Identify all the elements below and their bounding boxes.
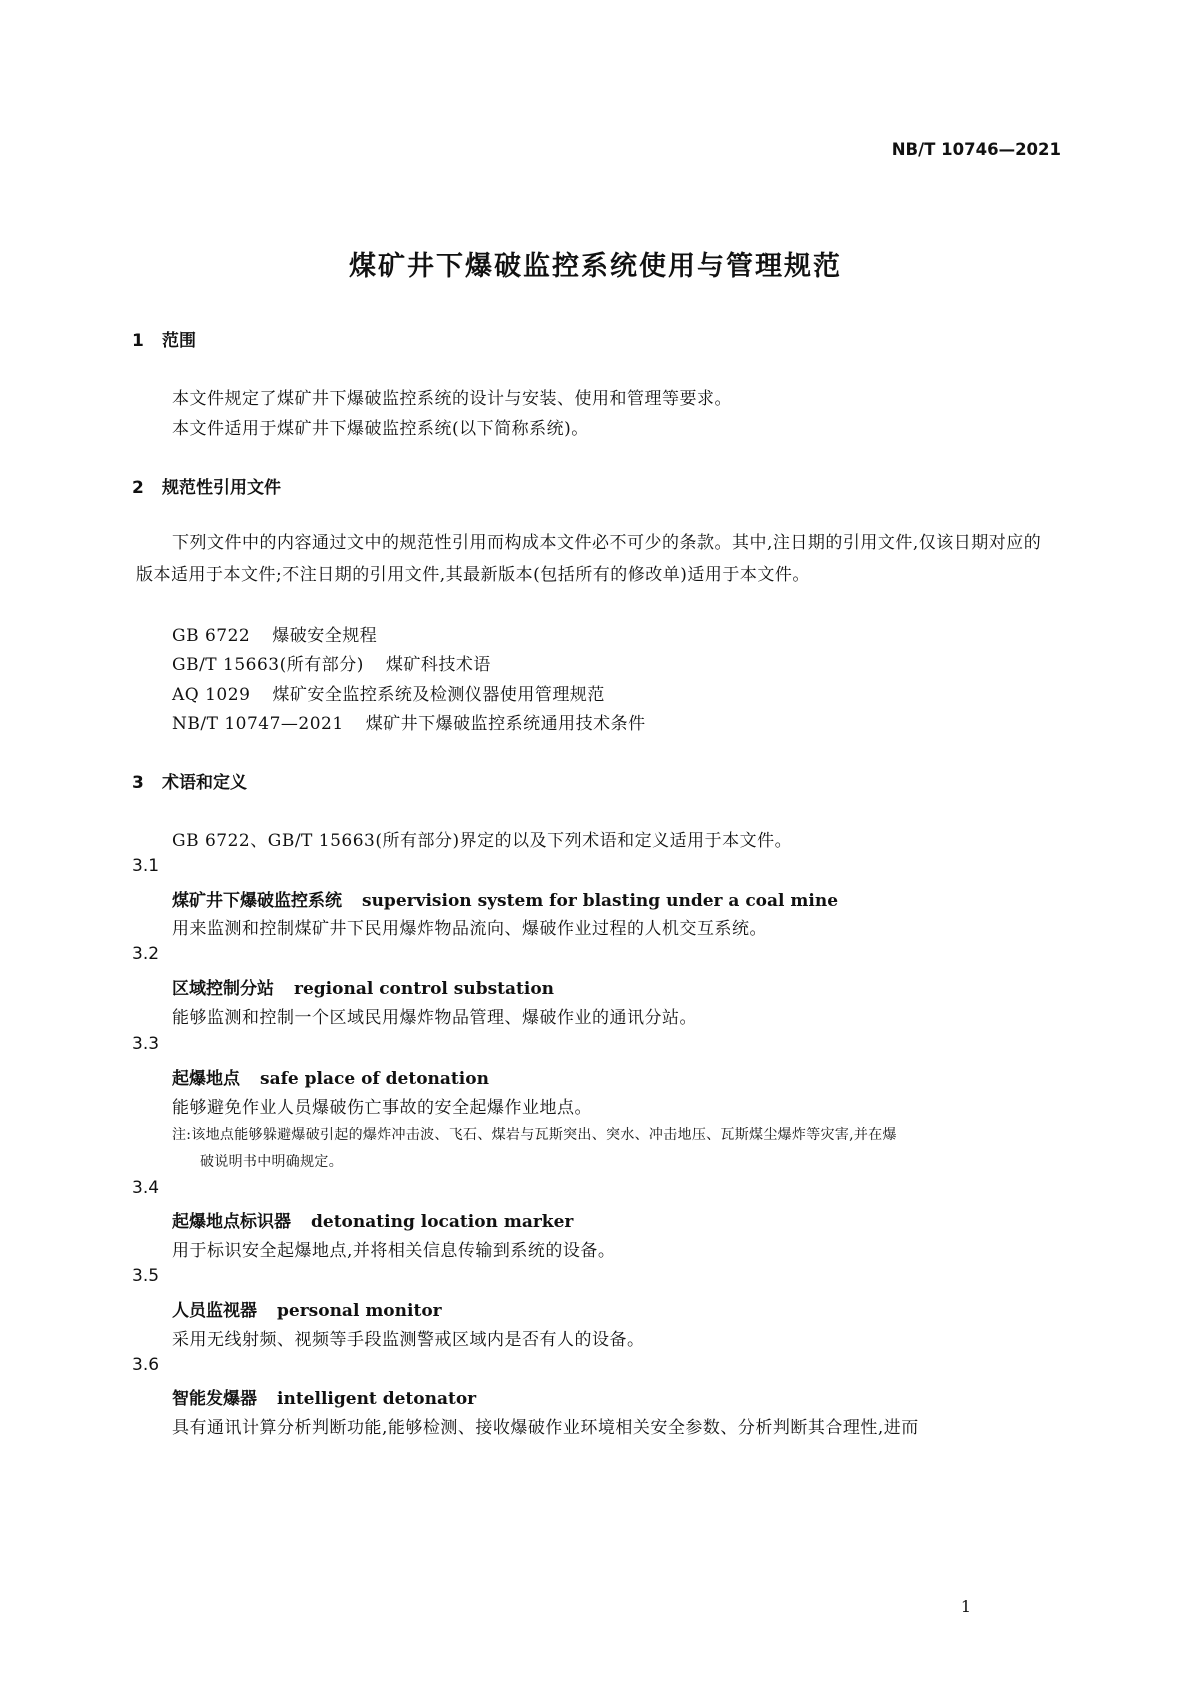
clause-number: 3.6 xyxy=(132,1355,160,1375)
paragraph: GB 6722、GB/T 15663(所有部分)界定的以及下列术语和定义适用于本文件。 xyxy=(172,831,793,851)
term-definition: 采用无线射频、视频等手段监测警戒区域内是否有人的设备。 xyxy=(172,1330,645,1350)
term-note: 注:该地点能够躲避爆破引起的爆炸冲击波、飞石、煤岩与瓦斯突出、突水、冲击地压、瓦斯煤尘爆炸等灾害,并在爆 xyxy=(172,1127,897,1143)
term-entry xyxy=(172,974,554,999)
term-en: detonating location marker xyxy=(311,1212,574,1232)
term-definition: 用于标识安全起爆地点,并将相关信息传输到系统的设备。 xyxy=(172,1241,616,1261)
document-code: NB/T 10746—2021 xyxy=(891,140,1061,159)
reference-item xyxy=(172,650,491,675)
reference-item xyxy=(172,680,605,705)
term-zh: 起爆地点 xyxy=(172,1069,240,1089)
section-number: 2 xyxy=(132,478,144,498)
reference-title: 爆破安全规程 xyxy=(272,626,378,646)
term-zh: 煤矿井下爆破监控系统 xyxy=(172,891,342,911)
paragraph: 下列文件中的内容通过文中的规范性引用而构成本文件必不可少的条款。其中,注日期的引用文件,仅该日期对应的版本适用于本文件;不注日期的引用文件,其最新版本(包括所有的修改单)适用于本文件。 xyxy=(136,533,1042,585)
term-definition: 具有通讯计算分析判断功能,能够检测、接收爆破作业环境相关安全参数、分析判断其合理性,进而 xyxy=(172,1418,919,1438)
reference-code: AQ 1029 xyxy=(172,685,251,705)
clause-number: 3.5 xyxy=(132,1266,160,1286)
term-definition: 能够避免作业人员爆破伤亡事故的安全起爆作业地点。 xyxy=(172,1098,592,1118)
term-zh: 起爆地点标识器 xyxy=(172,1212,291,1232)
clause-number: 3.1 xyxy=(132,856,160,876)
term-note: 破说明书中明确规定。 xyxy=(200,1154,343,1170)
reference-title: 煤矿安全监控系统及检测仪器使用管理规范 xyxy=(272,685,605,705)
term-en: safe place of detonation xyxy=(260,1069,489,1089)
term-zh: 区域控制分站 xyxy=(172,979,274,999)
paragraph: 本文件规定了煤矿井下爆破监控系统的设计与安装、使用和管理等要求。 xyxy=(172,389,732,409)
term-definition: 用来监测和控制煤矿井下民用爆炸物品流向、爆破作业过程的人机交互系统。 xyxy=(172,919,767,939)
section-3-heading xyxy=(132,768,247,793)
reference-item xyxy=(172,621,377,646)
section-number: 1 xyxy=(132,331,144,351)
section-title: 规范性引用文件 xyxy=(162,478,281,498)
term-definition: 能够监测和控制一个区域民用爆炸物品管理、爆破作业的通讯分站。 xyxy=(172,1008,697,1028)
section-title: 范围 xyxy=(162,331,196,351)
reference-code: GB/T 15663(所有部分) xyxy=(172,655,364,675)
paragraph: 本文件适用于煤矿井下爆破监控系统(以下简称系统)。 xyxy=(172,419,589,439)
reference-title: 煤矿井下爆破监控系统通用技术条件 xyxy=(365,714,646,734)
clause-number: 3.2 xyxy=(132,944,160,964)
reference-code: NB/T 10747—2021 xyxy=(172,714,344,734)
clause-number: 3.3 xyxy=(132,1034,160,1054)
term-en: supervision system for blasting under a coal mine xyxy=(362,891,839,911)
term-entry xyxy=(172,1296,442,1321)
term-entry xyxy=(172,1064,489,1089)
section-number: 3 xyxy=(132,773,144,793)
term-entry xyxy=(172,1384,476,1409)
term-en: intelligent detonator xyxy=(277,1389,477,1409)
term-en: personal monitor xyxy=(277,1301,442,1321)
term-entry xyxy=(172,1207,573,1232)
reference-item xyxy=(172,709,646,734)
section-title: 术语和定义 xyxy=(162,773,247,793)
term-entry xyxy=(172,886,838,911)
term-en: regional control substation xyxy=(294,979,555,999)
section-1-heading xyxy=(132,326,196,351)
section-2-heading xyxy=(132,473,281,498)
clause-number: 3.4 xyxy=(132,1178,160,1198)
reference-title: 煤矿科技术语 xyxy=(385,655,491,675)
page-number: 1 xyxy=(960,1597,971,1616)
term-zh: 智能发爆器 xyxy=(172,1389,257,1409)
term-zh: 人员监视器 xyxy=(172,1301,257,1321)
reference-code: GB 6722 xyxy=(172,626,251,646)
document-title: 煤矿井下爆破监控系统使用与管理规范 xyxy=(349,251,842,282)
